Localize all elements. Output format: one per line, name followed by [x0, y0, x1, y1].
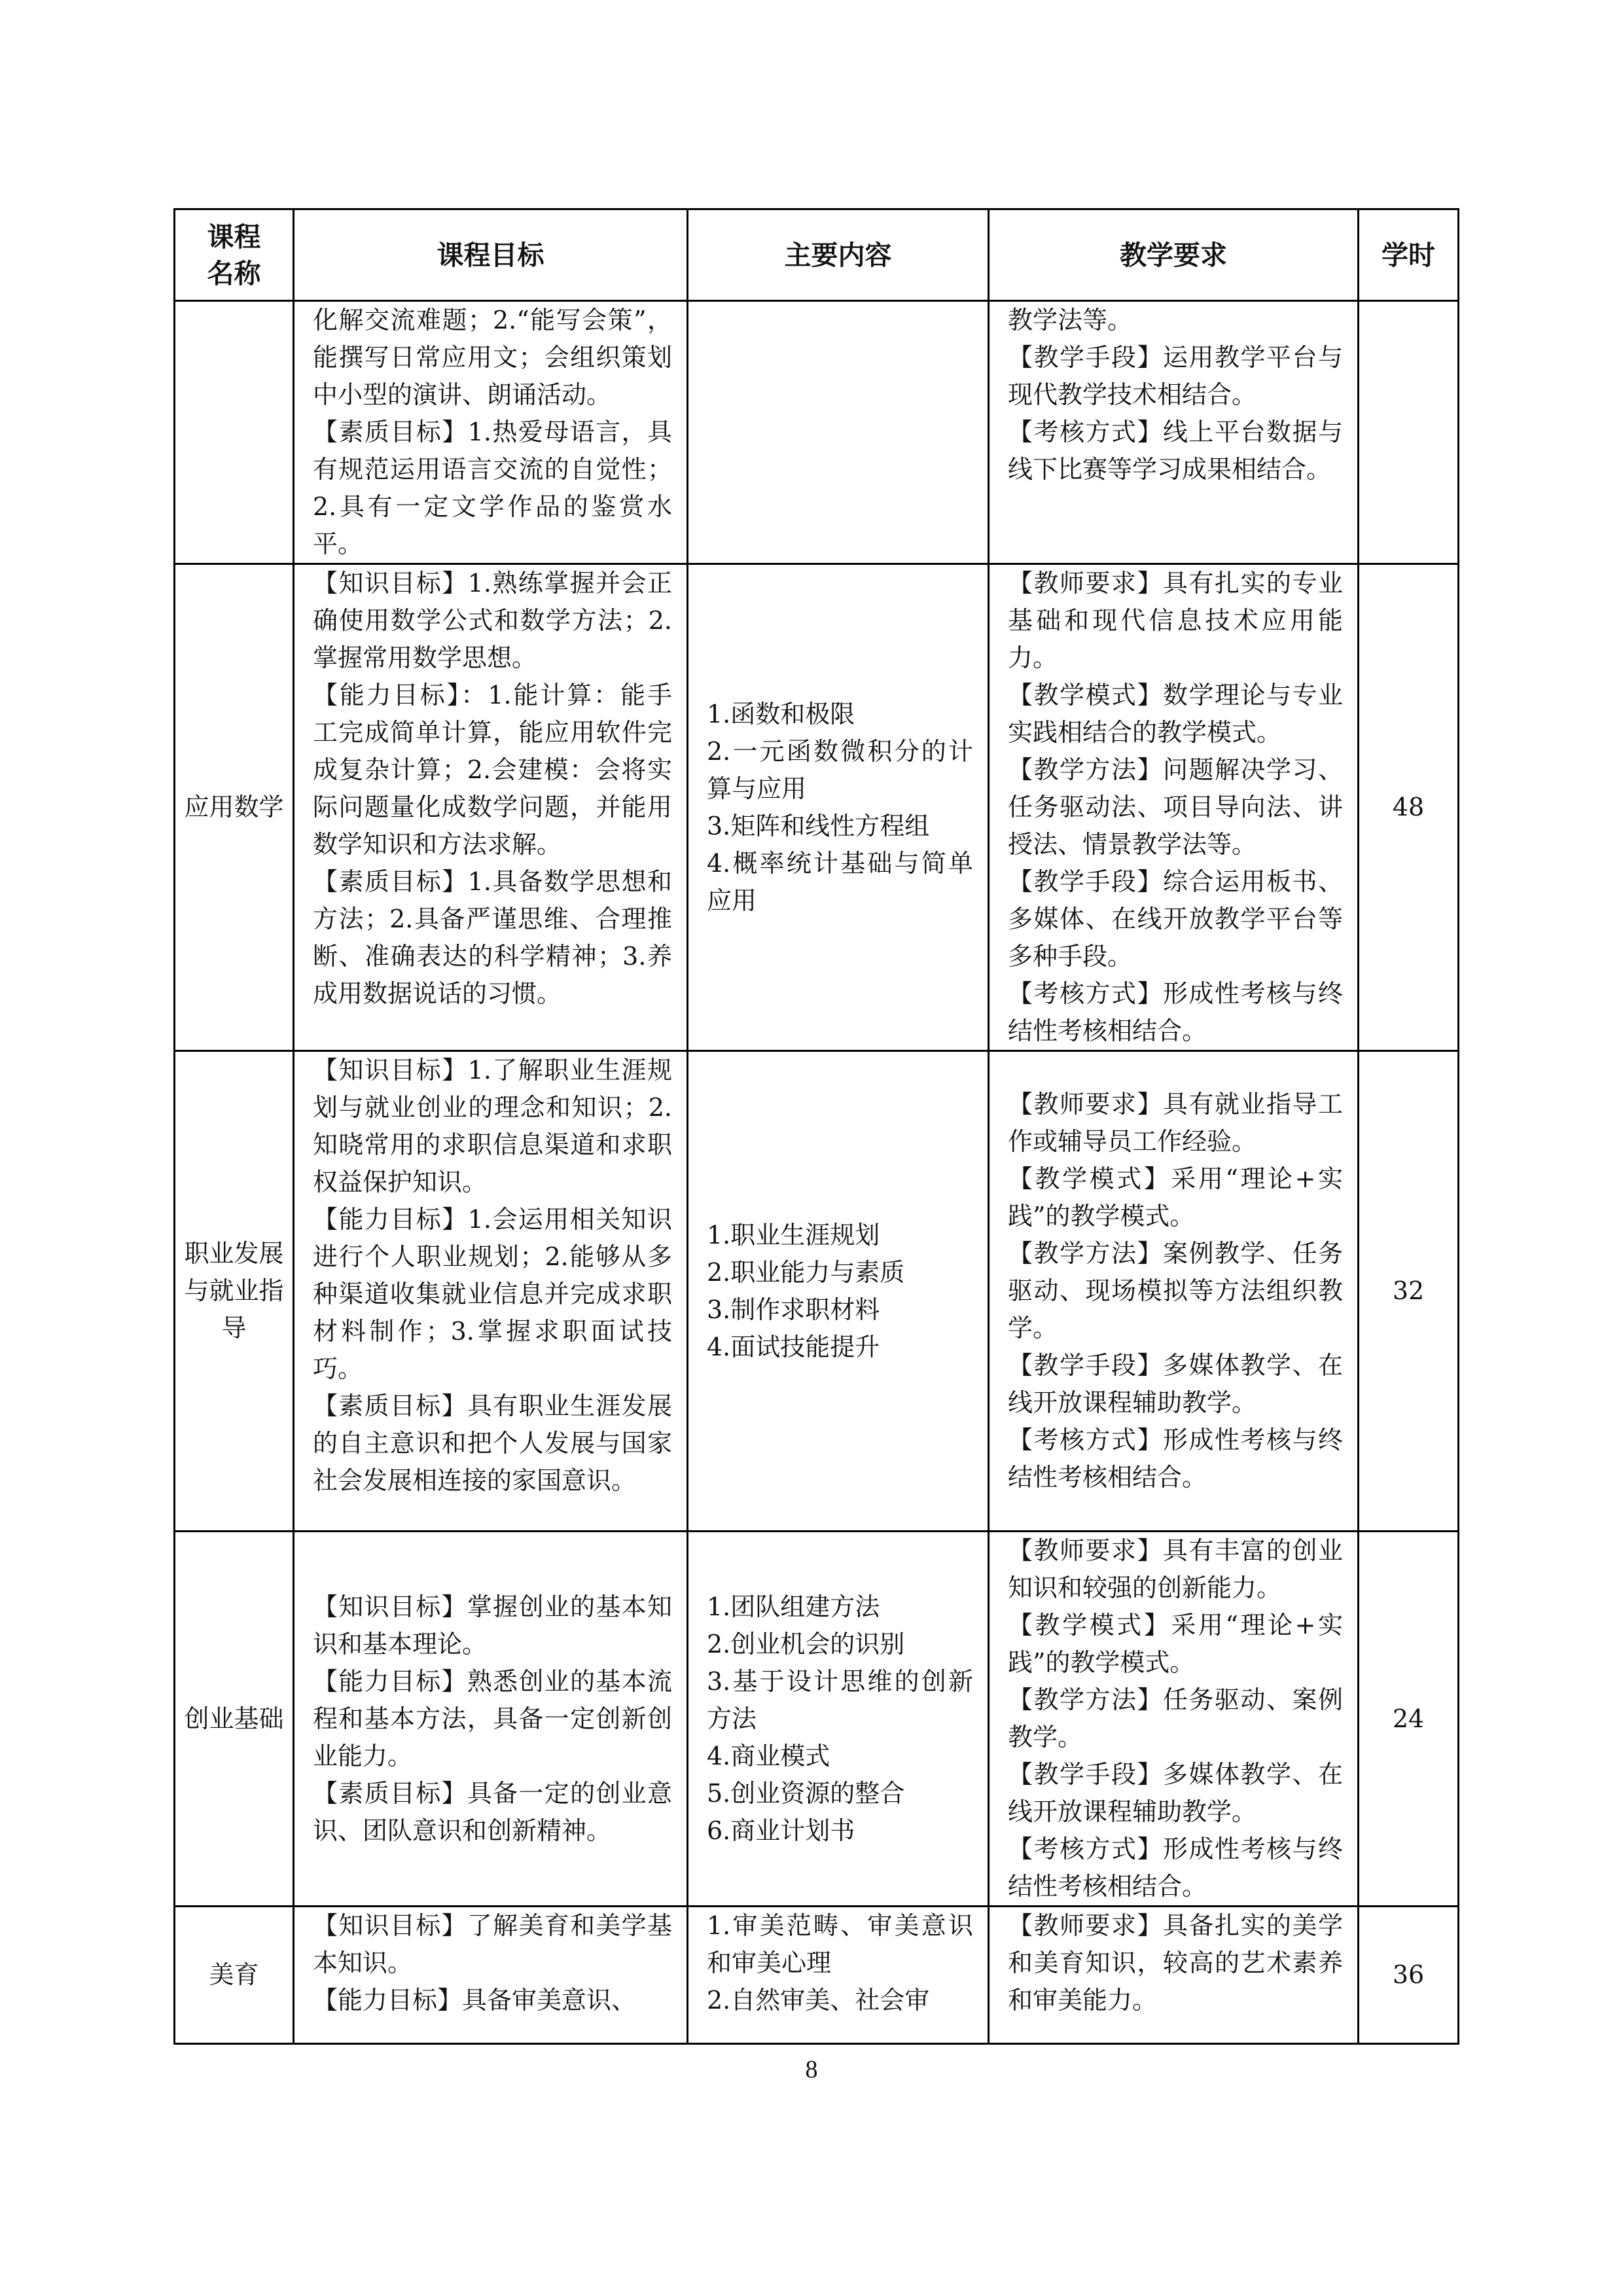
course-goals [294, 1532, 688, 1907]
teaching-requirements [989, 564, 1359, 1051]
content-item: 3.基于设计思维的创新方法 [707, 1666, 973, 1733]
content-item: 2.创业机会的识别 [707, 1629, 905, 1659]
course-name: 创业基础 [175, 1532, 294, 1907]
requirement-text: 【教学手段】多媒体教学、在线开放课程辅助教学。 [1008, 1351, 1343, 1417]
teaching-requirements [989, 1532, 1359, 1907]
content-item: 4.商业模式 [707, 1741, 830, 1770]
content-item: 1.审美范畴、审美意识和审美心理 [707, 1911, 973, 1977]
teaching-requirements [989, 301, 1359, 564]
requirement-text: 【教学手段】运用教学平台与现代教学技术相结合。 [1008, 343, 1343, 409]
header-course-goals: 课程目标 [294, 209, 688, 301]
content-item: 1.团队组建方法 [707, 1592, 880, 1621]
header-hours: 学时 [1359, 209, 1459, 301]
course-goals [294, 301, 688, 564]
requirement-text: 【教师要求】具有丰富的创业知识和较强的创新能力。 [1008, 1536, 1343, 1602]
requirement-text: 教学法等。 [1008, 306, 1133, 334]
content-item: 2.职业能力与素质 [707, 1257, 905, 1287]
goal-text: 【素质目标】1.具备数学思想和方法；2.具备严谨思维、合理推断、准确表达的科学精神；3.养成用数据说话的习惯。 [313, 867, 672, 1008]
content-item: 5.创业资源的整合 [707, 1778, 905, 1808]
course-hours: 24 [1359, 1532, 1459, 1907]
goal-text: 【素质目标】具有职业生涯发展的自主意识和把个人发展与国家社会发展相连接的家国意识。 [313, 1391, 672, 1495]
requirement-text: 【教学方法】问题解决学习、任务驱动法、项目导向法、讲授法、情景教学法等。 [1008, 755, 1343, 859]
course-name: 应用数学 [175, 564, 294, 1051]
content-item: 1.职业生涯规划 [707, 1220, 880, 1249]
header-teaching-requirements: 教学要求 [989, 209, 1359, 301]
requirement-text: 【教师要求】具备扎实的美学和美育知识，较高的艺术素养和审美能力。 [1008, 1911, 1343, 2015]
requirement-text: 【教学方法】任务驱动、案例教学。 [1008, 1685, 1343, 1751]
goal-text: 【素质目标】1.热爱母语言，具有规范运用语言交流的自觉性；2.具有一定文学作品的鉴赏水平。 [313, 418, 672, 558]
requirement-text: 【教学模式】采用“理论+实践”的教学模式。 [1008, 1164, 1343, 1230]
teaching-requirements [989, 1051, 1359, 1532]
goal-text: 【素质目标】具备一定的创业意识、团队意识和创新精神。 [313, 1778, 672, 1845]
goal-text: 【知识目标】掌握创业的基本知识和基本理论。 [313, 1592, 672, 1659]
content-item: 3.制作求职材料 [707, 1295, 880, 1324]
course-name: 美育 [175, 1907, 294, 2044]
table-row [175, 1532, 1459, 1907]
header-row [175, 209, 1459, 301]
course-goals [294, 1051, 688, 1532]
goal-text: 【能力目标】1.会运用相关知识进行个人职业规划；2.能够从多种渠道收集就业信息并完成求职材料制作；3.掌握求职面试技巧。 [313, 1205, 672, 1383]
requirement-text: 【教师要求】具有就业指导工作或辅导员工作经验。 [1008, 1090, 1343, 1156]
goal-text: 【知识目标】1.了解职业生涯规划与就业创业的理念和知识；2.知晓常用的求职信息渠道和求职权益保护知识。 [313, 1056, 672, 1196]
requirement-text: 【教学方法】案例教学、任务驱动、现场模拟等方法组织教学。 [1008, 1239, 1343, 1342]
requirement-text: 【考核方式】形成性考核与终结性考核相结合。 [1008, 979, 1343, 1045]
table-row [175, 301, 1459, 564]
content-item: 4.面试技能提升 [707, 1332, 880, 1361]
goal-text: 【能力目标】具备审美意识、 [313, 1986, 637, 2015]
requirement-text: 【考核方式】形成性考核与终结性考核相结合。 [1008, 1426, 1343, 1492]
table-row [175, 564, 1459, 1051]
main-content [688, 1907, 989, 2044]
course-hours: 36 [1359, 1907, 1459, 2044]
main-content [688, 564, 989, 1051]
course-goals [294, 1907, 688, 2044]
header-course-name: 课程名称 [175, 209, 294, 301]
goal-text: 【知识目标】1.熟练掌握并会正确使用数学公式和数学方法；2.掌握常用数学思想。 [313, 569, 672, 672]
requirement-text: 【考核方式】线上平台数据与线下比赛等学习成果相结合。 [1008, 418, 1343, 484]
goal-text: 【知识目标】了解美育和美学基本知识。 [313, 1911, 672, 1977]
course-name: 职业发展与就业指导 [175, 1051, 294, 1532]
requirement-text: 【教学模式】数学理论与专业实践相结合的教学模式。 [1008, 681, 1343, 747]
table-row [175, 1907, 1459, 2044]
content-item: 2.自然审美、社会审 [707, 1986, 930, 2015]
course-goals [294, 564, 688, 1051]
page-number: 8 [805, 2056, 818, 2083]
requirement-text: 【教学模式】采用“理论+实践”的教学模式。 [1008, 1611, 1343, 1677]
course-name [175, 301, 294, 564]
requirement-text: 【教学手段】多媒体教学、在线开放课程辅助教学。 [1008, 1760, 1343, 1826]
main-content [688, 301, 989, 564]
goal-text: 【能力目标】熟悉创业的基本流程和基本方法，具备一定创新创业能力。 [313, 1666, 672, 1770]
header-main-content: 主要内容 [688, 209, 989, 301]
main-content [688, 1051, 989, 1532]
requirement-text: 【教学手段】综合运用板书、多媒体、在线开放教学平台等多种手段。 [1008, 867, 1343, 971]
content-item: 6.商业计划书 [707, 1816, 855, 1845]
table-row [175, 1051, 1459, 1532]
curriculum-table [173, 208, 1459, 2045]
requirement-text: 【教师要求】具有扎实的专业基础和现代信息技术应用能力。 [1008, 569, 1343, 672]
content-item: 3.矩阵和线性方程组 [707, 811, 930, 840]
course-hours: 32 [1359, 1051, 1459, 1532]
requirement-text: 【考核方式】形成性考核与终结性考核相结合。 [1008, 1835, 1343, 1901]
content-item: 2.一元函数微积分的计算与应用 [707, 736, 973, 803]
teaching-requirements [989, 1907, 1359, 2044]
content-item: 4.概率统计基础与简单应用 [707, 848, 973, 915]
course-hours [1359, 301, 1459, 564]
goal-text: 【能力目标】：1.能计算：能手工完成简单计算，能应用软件完成复杂计算；2.会建模：会将实际问题量化成数学问题，并能用数学知识和方法求解。 [313, 681, 672, 859]
main-content [688, 1532, 989, 1907]
goal-text: 化解交流难题；2.“能写会策”，能撰写日常应用文；会组织策划中小型的演讲、朗诵活动。 [313, 306, 672, 409]
course-hours: 48 [1359, 564, 1459, 1051]
content-item: 1.函数和极限 [707, 699, 855, 728]
